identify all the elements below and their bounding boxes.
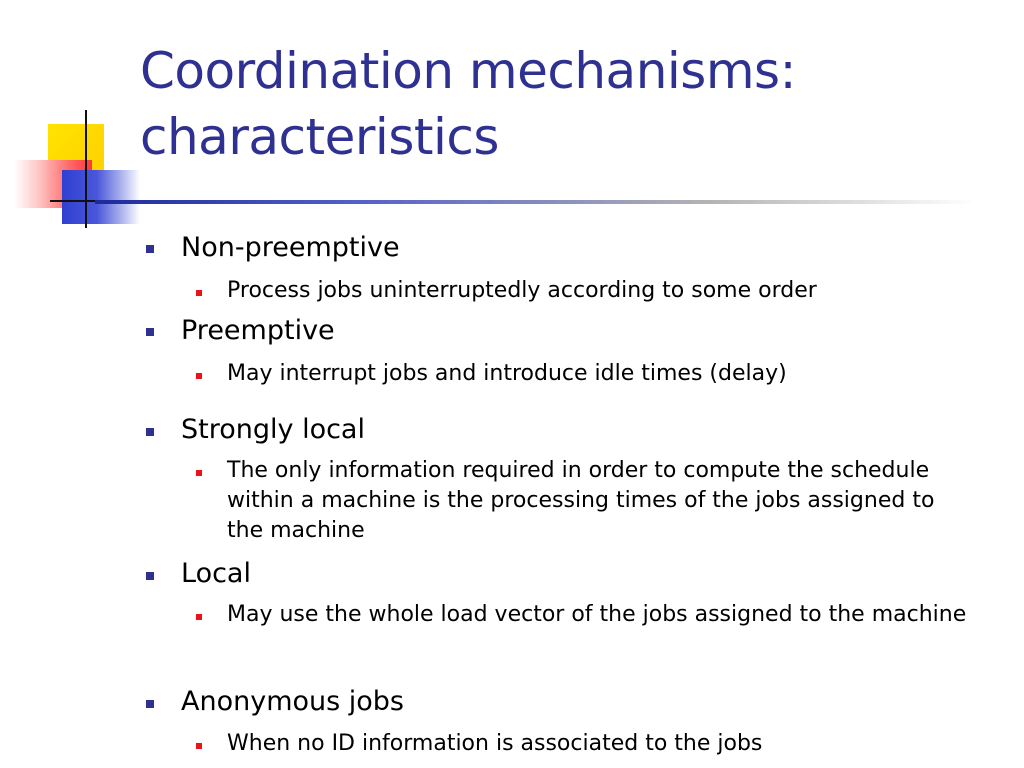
bullet-local: Local [181, 558, 251, 589]
sub-bullet-preemptive: May interrupt jobs and introduce idle times (delay) [227, 361, 787, 386]
level1-bullet-icon [146, 572, 154, 580]
level2-bullet-icon [196, 614, 202, 620]
level2-bullet-icon [196, 743, 202, 749]
level2-bullet-icon [196, 290, 202, 296]
level1-bullet-icon [146, 700, 154, 708]
bullet-strongly-local: Strongly local [181, 414, 365, 445]
sub-bullet-non-preemptive: Process jobs uninterruptedly according to some order [227, 278, 817, 303]
title-line-2: characteristics [140, 108, 499, 166]
level1-bullet-icon [146, 328, 154, 336]
sub-bullet-anonymous-jobs: When no ID information is associated to the jobs [227, 731, 763, 756]
title-line-1: Coordination mechanisms: [140, 42, 796, 100]
level2-bullet-icon [196, 470, 202, 476]
level1-bullet-icon [146, 245, 154, 253]
level2-bullet-icon [196, 373, 202, 379]
bullet-non-preemptive: Non-preemptive [181, 232, 400, 263]
bullet-preemptive: Preemptive [181, 315, 335, 346]
level1-bullet-icon [146, 428, 154, 436]
sub-bullet-strongly-local: The only information required in order to compute the schedule within a machine is the processing times of the jobs assigned to the machine [227, 458, 935, 543]
sub-bullet-local: May use the whole load vector of the jobs assigned to the machine [227, 602, 967, 627]
bullet-anonymous-jobs: Anonymous jobs [181, 686, 405, 717]
